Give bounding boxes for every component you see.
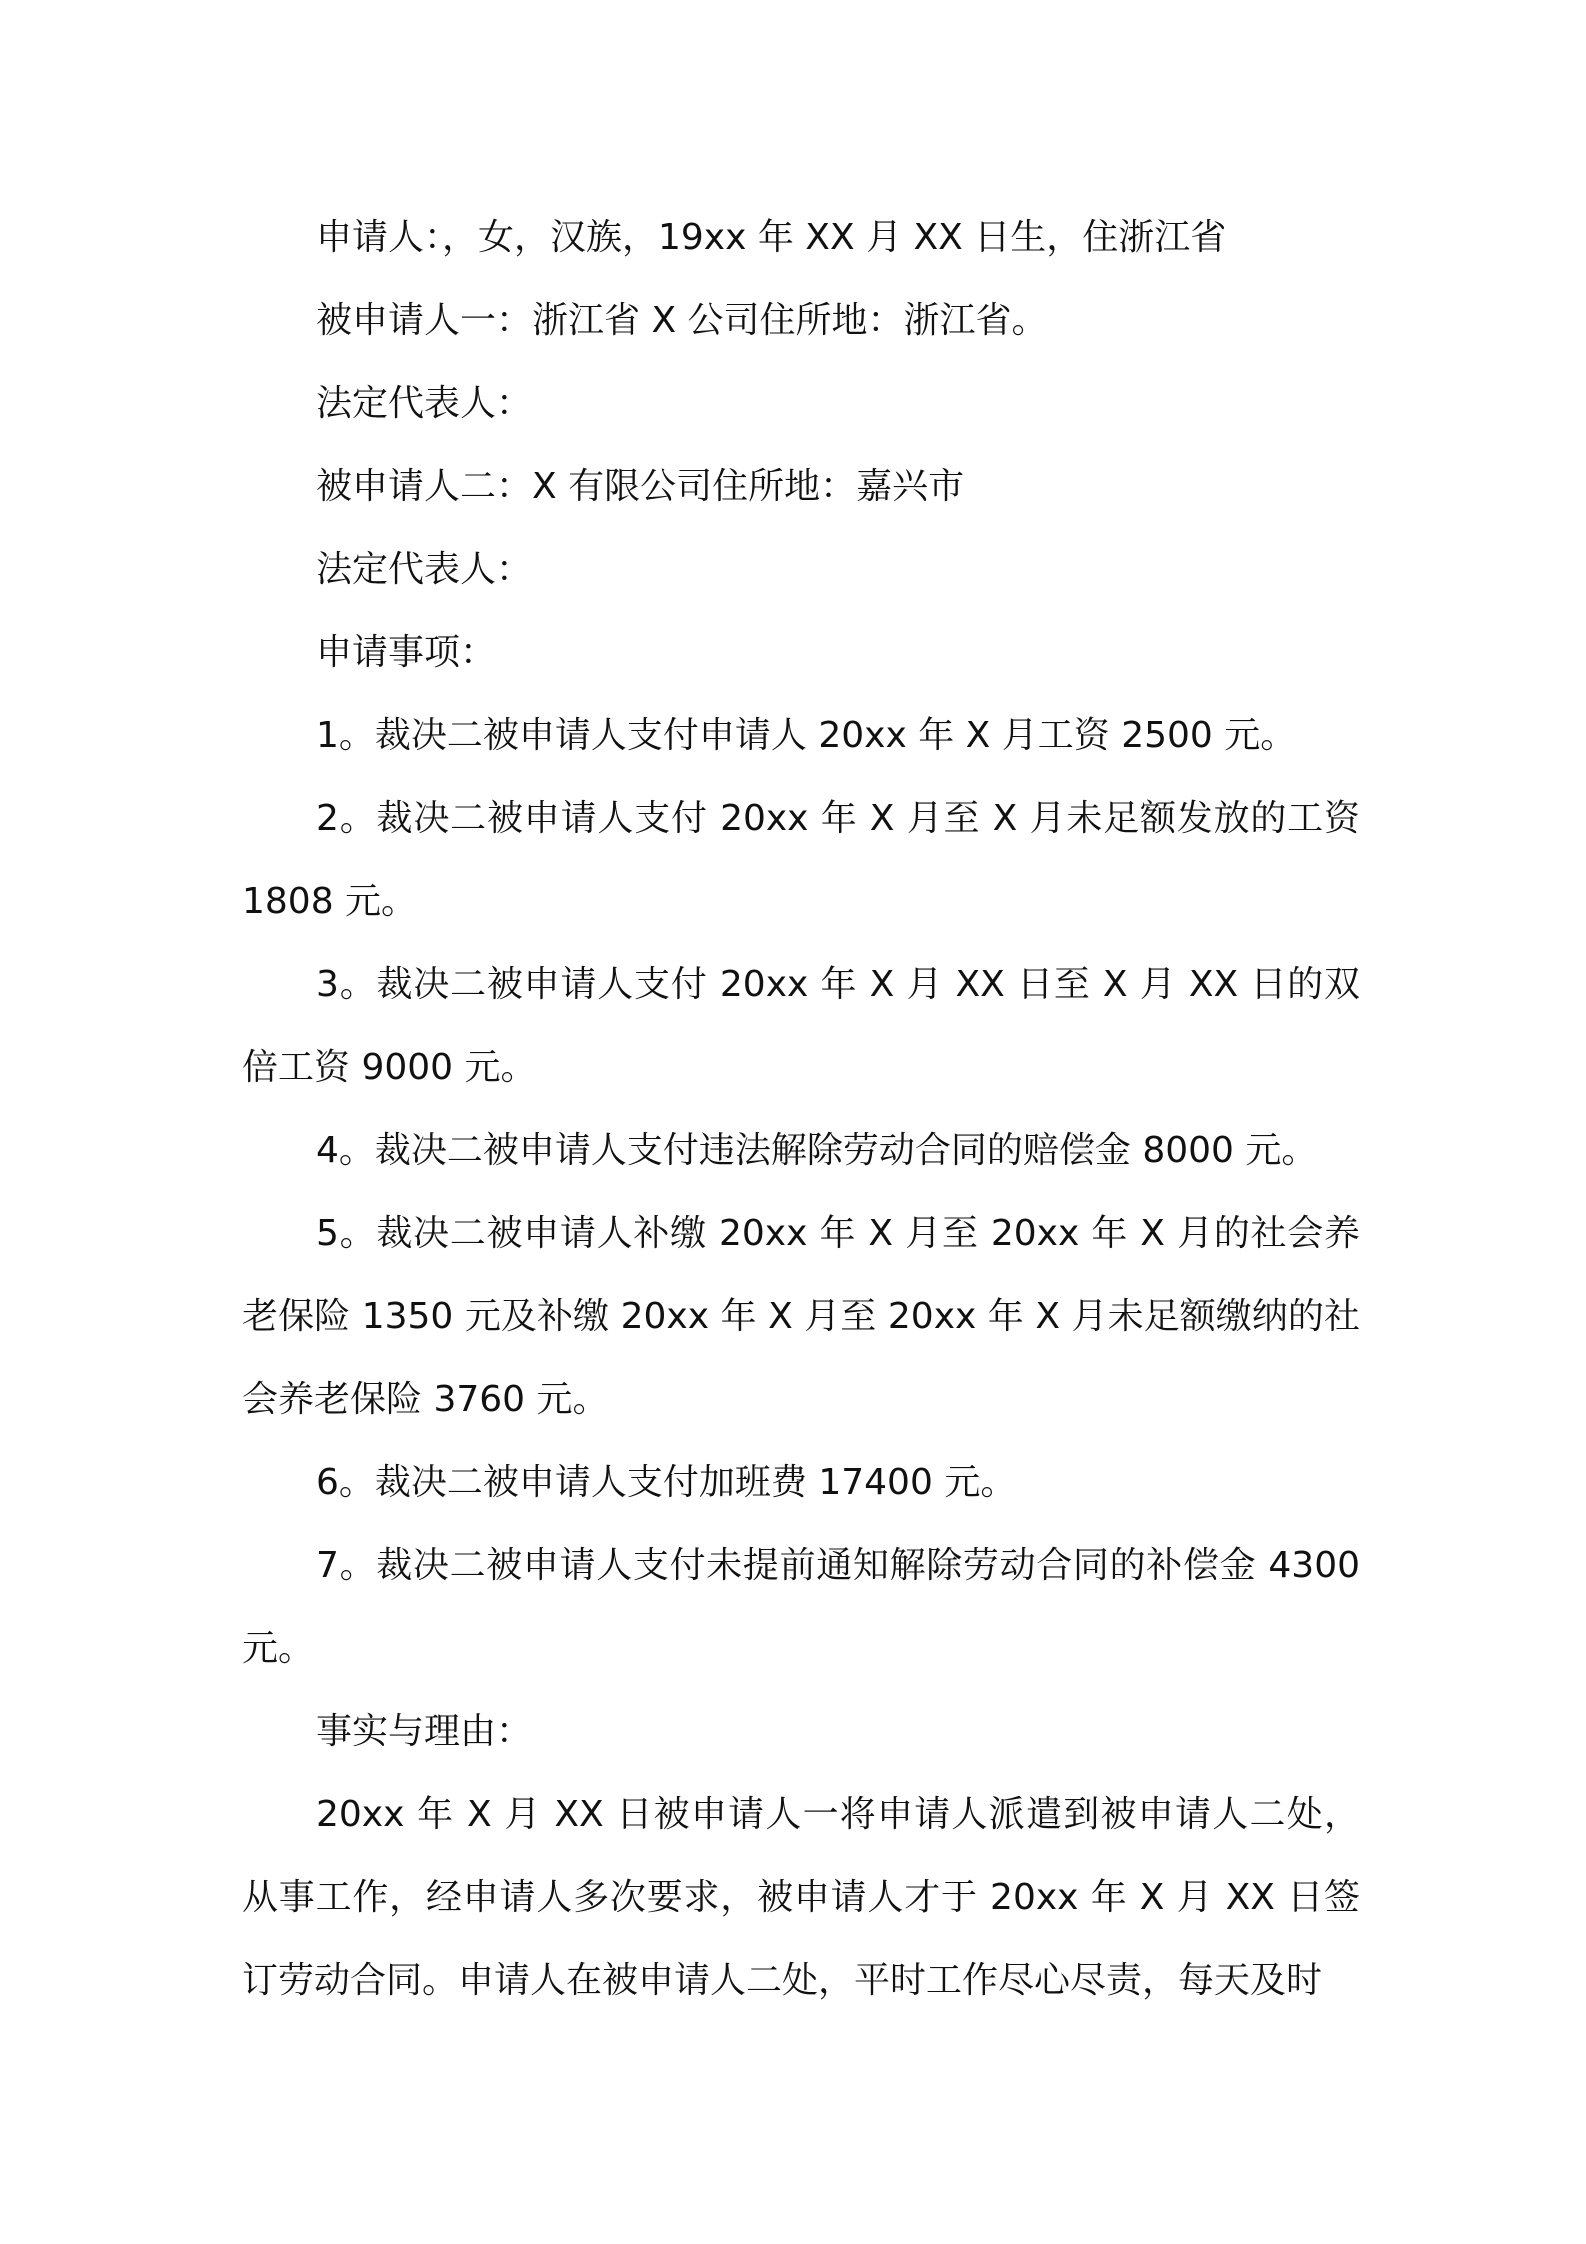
legal-rep-one-line: 法定代表人： — [316, 383, 533, 424]
claims-heading: 申请事项： — [316, 632, 497, 673]
claim-item-2: 2。裁决二被申请人支付 20xx 年 X 月至 X 月未足额发放的工资 1808 元。 — [242, 798, 1360, 922]
claim-item-1: 1。裁决二被申请人支付申请人 20xx 年 X 月工资 2500 元。 — [316, 715, 1297, 756]
claim-item-3: 3。裁决二被申请人支付 20xx 年 X 月 XX 日至 X 月 XX 日的双倍工资 9000 元。 — [242, 964, 1360, 1088]
legal-rep-two-line: 法定代表人： — [316, 549, 533, 590]
claim-item-4: 4。裁决二被申请人支付违法解除劳动合同的赔偿金 8000 元。 — [316, 1130, 1318, 1171]
claim-item-6: 6。裁决二被申请人支付加班费 17400 元。 — [316, 1462, 1017, 1503]
document-body — [242, 196, 1360, 2022]
respondent-one-line: 被申请人一：浙江省 X 公司住所地：浙江省。 — [316, 300, 1048, 341]
facts-heading: 事实与理由： — [316, 1711, 533, 1752]
applicant-line: 申请人：，女，汉族，19xx 年 XX 月 XX 日生，住浙江省 — [316, 217, 1227, 258]
claim-item-5: 5。裁决二被申请人补缴 20xx 年 X 月至 20xx 年 X 月的社会养老保险 1350 元及补缴 20xx 年 X 月至 20xx 年 X 月未足额缴纳的社会养老保险 3760 元。 — [242, 1213, 1360, 1420]
facts-paragraph: 20xx 年 X 月 XX 日被申请人一将申请人派遣到被申请人二处，从事工作，经申请人多次要求，被申请人才于 20xx 年 X 月 XX 日签订劳动合同。申请人在被申请人二处，平时工作尽心尽责，每天及时 — [242, 1794, 1360, 2001]
claim-item-7: 7。裁决二被申请人支付未提前通知解除劳动合同的补偿金 4300 元。 — [242, 1545, 1360, 1669]
respondent-two-line: 被申请人二：X 有限公司住所地：嘉兴市 — [316, 466, 965, 507]
